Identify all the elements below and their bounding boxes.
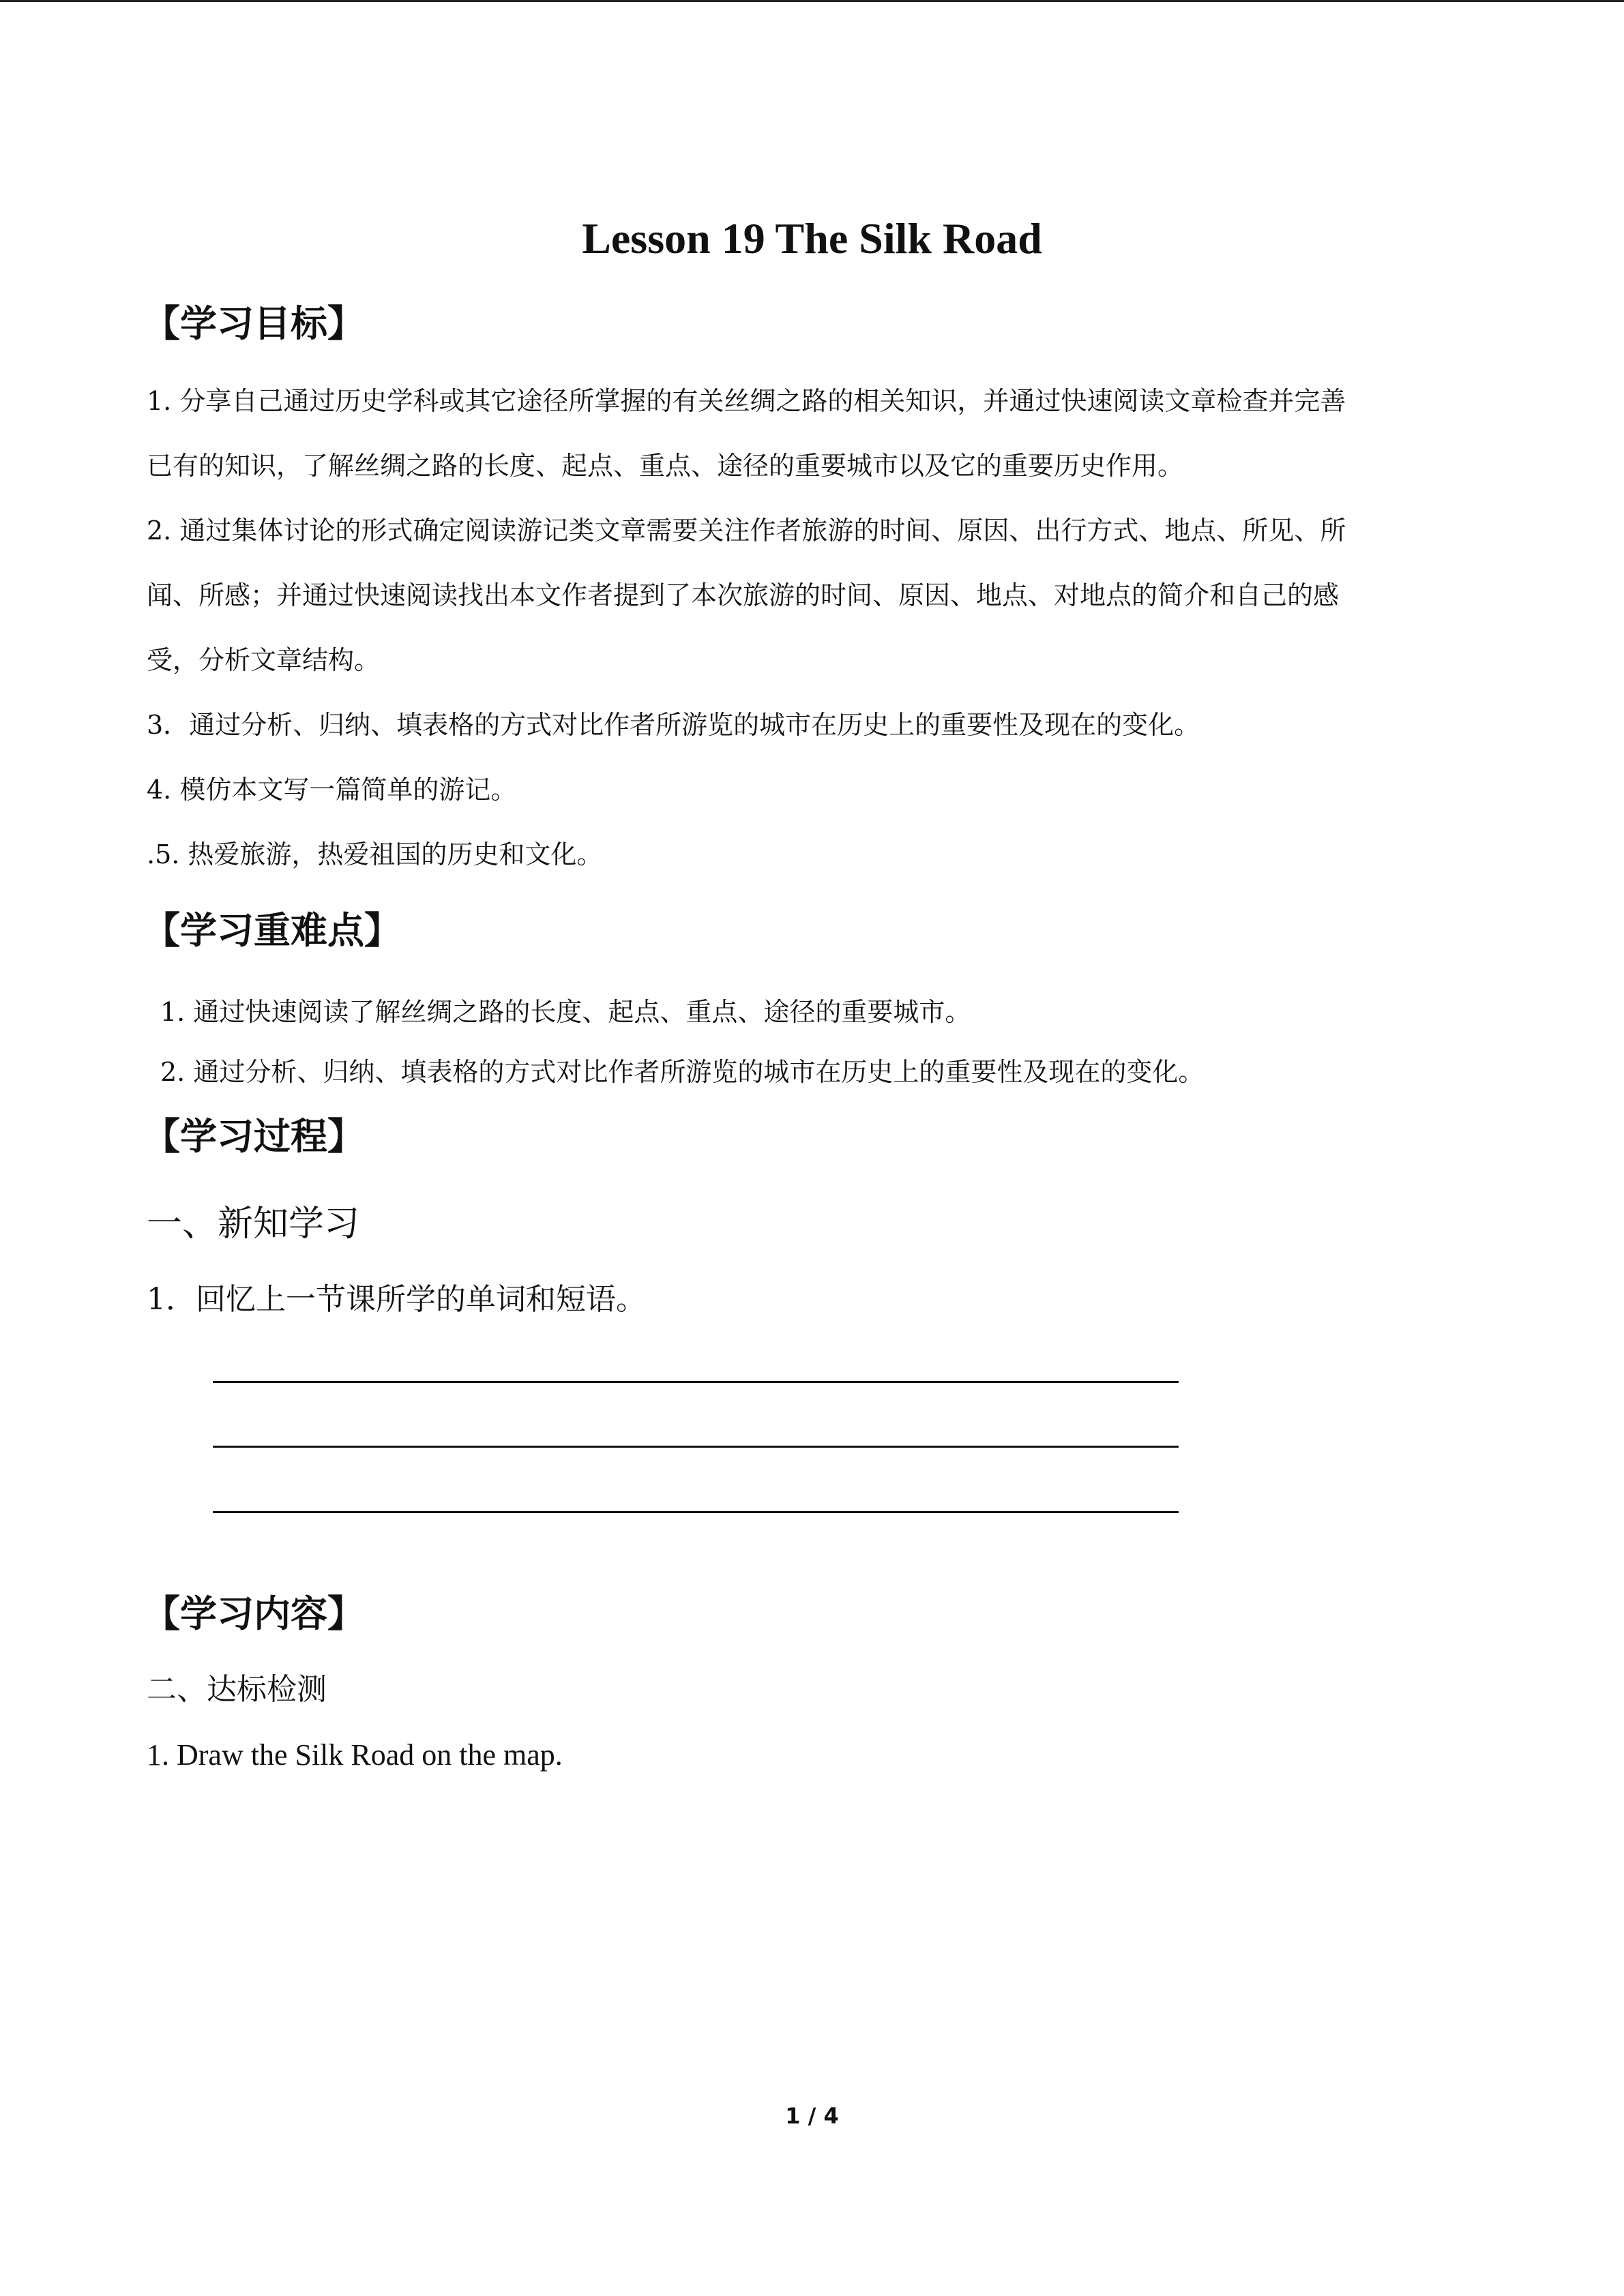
objectives-line: .5. 热爱旅游，热爱祖国的历史和文化。	[147, 839, 603, 869]
key-points-heading: 【学习重难点】	[143, 909, 401, 952]
key-point-item: 1. 通过快速阅读了解丝绸之路的长度、起点、重点、途径的重要城市。	[160, 997, 971, 1027]
top-border	[0, 0, 1624, 2]
answer-line[interactable]	[213, 1381, 1179, 1383]
content-section-title: 二、达标检测	[147, 1672, 327, 1707]
objectives-line: 3．通过分析、归纳、填表格的方式对比作者所游览的城市在历史上的重要性及现在的变化。	[147, 710, 1200, 740]
content-item: 1. Draw the Silk Road on the map.	[147, 1738, 563, 1772]
content-heading: 【学习内容】	[143, 1592, 364, 1635]
page-number: 1 / 4	[785, 2103, 839, 2129]
objectives-line: 4. 模仿本文写一篇简单的游记。	[147, 775, 517, 805]
process-item: 1．回忆上一节课所学的单词和短语。	[147, 1282, 646, 1317]
objectives-line: 1. 分享自己通过历史学科或其它途径所掌握的有关丝绸之路的相关知识，并通过快速阅读文章检查并完善	[147, 386, 1346, 416]
objectives-line: 闻、所感；并通过快速阅读找出本文作者提到了本次旅游的时间、原因、地点、对地点的简介和自己的感	[147, 580, 1340, 610]
answer-line[interactable]	[213, 1446, 1179, 1448]
answer-line[interactable]	[213, 1511, 1179, 1513]
objectives-line: 2. 通过集体讨论的形式确定阅读游记类文章需要关注作者旅游的时间、原因、出行方式、地点、所见、所	[147, 516, 1346, 546]
process-heading: 【学习过程】	[143, 1115, 364, 1158]
objectives-line: 已有的知识，了解丝绸之路的长度、起点、重点、途径的重要城市以及它的重要历史作用。	[147, 451, 1184, 481]
process-section-title: 一、新知学习	[147, 1204, 360, 1244]
document-title: Lesson 19 The Silk Road	[582, 214, 1042, 263]
key-point-item: 2. 通过分析、归纳、填表格的方式对比作者所游览的城市在历史上的重要性及现在的变化。	[160, 1057, 1205, 1087]
objectives-line: 受，分析文章结构。	[147, 645, 381, 675]
objectives-heading: 【学习目标】	[143, 302, 364, 345]
